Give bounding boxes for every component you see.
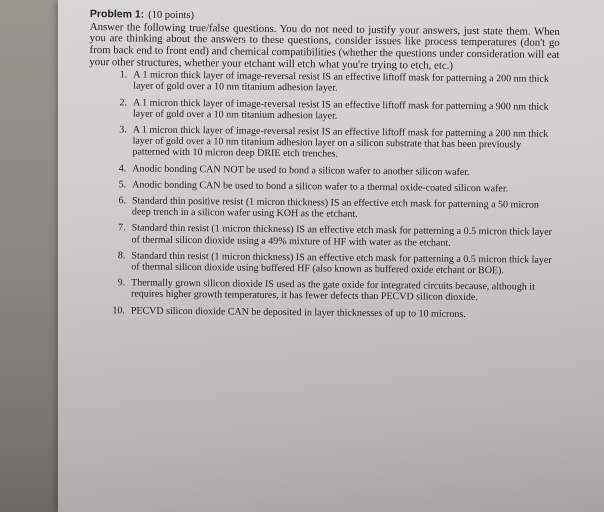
question-number: 10. [112,304,125,317]
question-item [88,195,558,222]
question-number: 9. [117,277,126,289]
question-item [88,222,558,249]
question-number: 5. [118,179,127,191]
question-item [87,250,557,277]
question-text: Anodic bonding CAN NOT be used to bond a silicon wafer to another silicon wafer. [132,163,470,178]
question-text: Standard thin resist (1 micron thickness) IS an effective etch mask for patterning a 0.5 micron thick layer of thermal silicon dioxide using buffered HF (also known as buffered oxide etchant or BOE). [131,250,552,277]
question-list [87,69,560,321]
question-item [88,179,558,195]
question-text: Thermally grown silicon dioxide IS used as the gate oxide for integrated circuits because, although it requires higher growth temperatures, it has fewer defects than PECVD silicon dioxide. [130,277,535,304]
question-item [89,97,559,124]
question-text: Standard thin resist (1 micron thickness) IS an effective etch mask for patterning a 0.5 micron thick layer of thermal silicon dioxide using a 49% mixture of HF with water as the etchant. [131,222,552,249]
problem-title: Problem 1: [89,8,145,21]
question-number: 3. [119,124,127,136]
question-text: Standard thin positive resist (1 micron thickness) IS an effective etch mask for patterning a 50 micron deep trench in a silicon wafer using KOH as the etchant. [131,195,539,221]
question-text: A 1 micron thick layer of image-reversal resist IS an effective liftoff mask for patterning a 900 nm thick layer of gold over a 10 nm titanium adhesion layer. [132,97,549,122]
question-number: 8. [117,250,126,262]
document-content [87,9,560,326]
question-number: 2. [119,96,128,108]
problem-instructions: Answer the following true/false questions. You do not need to justify your answers, just state them. When you are thinking about the answers to these questions, consider issues like process temperatures (don't go from back end to front end) and chemical compatibilities (whether the questions under consideration will eat your other structures, whether your etchant will etch what you're trying to etch, etc.) [89,20,560,72]
question-item [88,124,558,163]
problem-points: (10 points) [148,9,195,22]
question-text: A 1 micron thick layer of image-reversal resist IS an effective liftoff mask for patterning a 200 nm thick layer of gold over a 10 nm titanium adhesion layer. [133,69,549,94]
question-text: Anodic bonding CAN be used to bond a silicon wafer to a thermal oxide-coated silicon wafer. [132,179,509,195]
question-item [87,305,557,321]
question-number: 6. [118,195,127,207]
question-text: A 1 micron thick layer of image-reversal resist IS an effective liftoff mask for patterning a 200 nm thick layer of gold over a 10 nm titanium adhesion layer on a silicon substrate that has been previously patterned with 10 micron deep DRIE etch trenches. [132,124,549,160]
question-item [87,277,557,304]
question-number: 1. [119,69,128,81]
question-number: 7. [118,222,126,234]
question-text: PECVD silicon dioxide CAN be deposited in layer thicknesses of up to 10 microns. [130,305,466,320]
question-item [89,69,559,96]
question-item [88,163,558,179]
question-number: 4. [118,162,127,174]
